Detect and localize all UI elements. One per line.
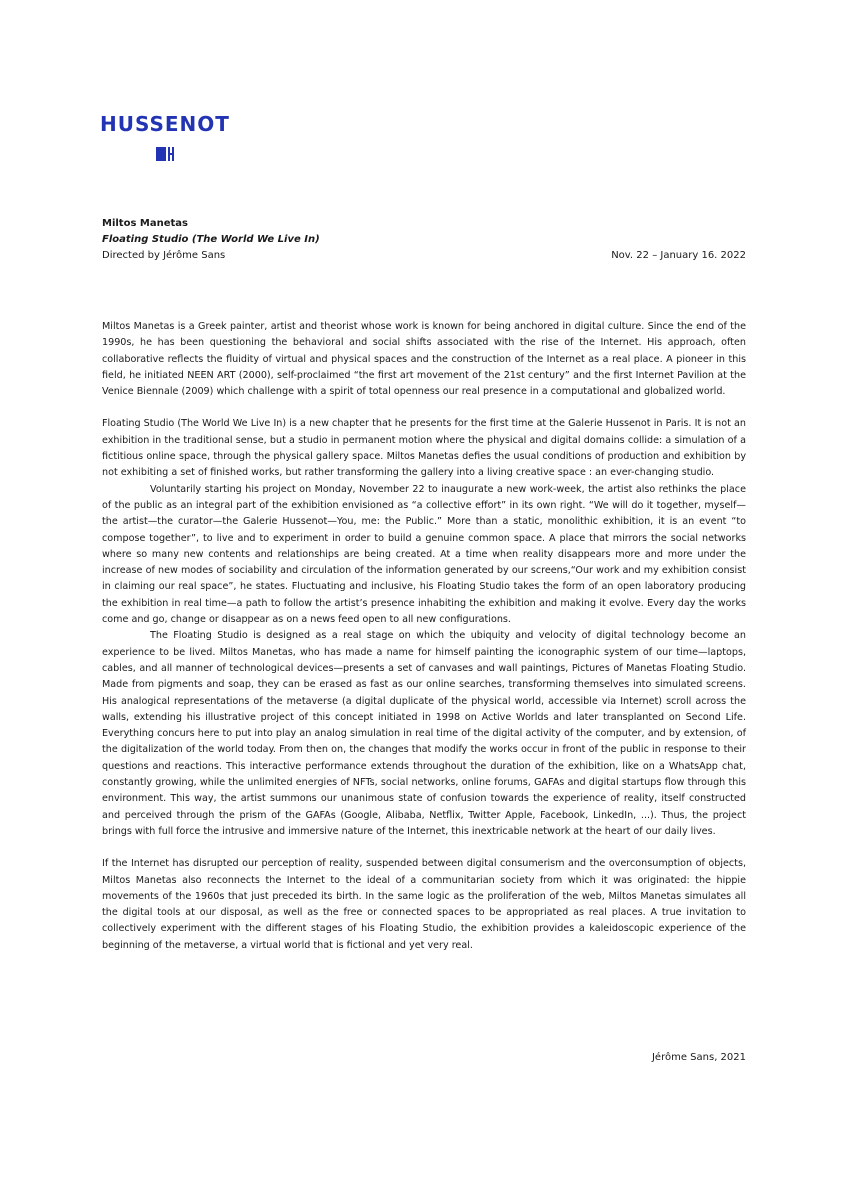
paragraph-real-stage: The Floating Studio is designed as a real stage on which the ubiquity and velocity of digital technology become an experience to be lived. Miltos Manetas, who has made a name for himself painting the iconographic system of our time—laptops, cables, and all manner of technological devices—presents a set of canvases and wall paintings, Pictures of Manetas Floating Studio. Made from pigments and soap, they can be erased as fast as our online searches, transforming themselves into simulated screens. His analogical representations of the metaverse (a digital duplicate of the physical world, accessible via Internet) scroll across the walls, extending his illustrative project of this concept initiated in 1998 on Active Worlds and later transplanted on Second Life. Everything concurs here to put into play an analog simulation in real time of the digital activity of the computer, and by extension, of the digitalization of the world today. From then on, the changes that modify the works occur in front of the public in response to their questions and reactions. This interactive performance extends throughout the duration of the exhibition, like on a WhatsApp chat, constantly growing, while the unlimited energies of NFTs, social networks, online forums, GAFAs and digital startups flow through this environment. This way, the artist summons our unanimous state of confusion towards the experience of reality, itself constructed and perceived through the prism of the GAFAs (Google, Alibaba, Netflix, Twitter Apple, Facebook, LinkedIn, ...). Thus, the project brings with full force the intrusive and immersive nature of the Internet, this inextricable network at the heart of our daily lives. bbox=[102, 630, 746, 837]
press-release-body bbox=[102, 319, 746, 954]
exhibition-header bbox=[102, 216, 746, 264]
paragraph-intro: Miltos Manetas is a Greek painter, artist and theorist whose work is known for being anchored in digital culture. Since the end of the 1990s, he has been questioning the behavioral and social shifts associated with the rise of the Internet. His approach, often collaborative reflects the fluidity of virtual and physical spaces and the construction of the Internet as a real place. A pioneer in this field, he initiated NEEN ART (2000), self-proclaimed “the first art movement of the 21st century” and the first Internet Pavilion at the Venice Biennale (2009) which challenge with a spirit of total openness our real presence in a computational and globalized world. bbox=[102, 321, 746, 398]
paragraph-conclusion: If the Internet has disrupted our perception of reality, suspended between digital consumerism and the overconsumption of objects, Miltos Manetas also reconnects the Internet to the ideal of a communitarian society from which it was originated: the hippie movements of the 1960s that just preceded its birth. In the same logic as the proliferation of the web, Miltos Manetas simulates all the digital tools at our disposal, as well as the free or connected spaces to be appropriated as real places. A true invitation to collectively experiment with the different stages of his Floating Studio, the exhibition provides a kaleidoscopic experience of the beginning of the metaverse, a virtual world that is fictional and yet very real. bbox=[102, 858, 746, 951]
gallery-logo-wordmark: HUSSENOT bbox=[100, 112, 230, 136]
director-credit: Directed by Jérôme Sans bbox=[102, 250, 226, 261]
exhibition-dates: Nov. 22 – January 16. 2022 bbox=[611, 250, 746, 261]
exhibition-title: Floating Studio (The World We Live In) bbox=[102, 234, 320, 245]
signature: Jérôme Sans, 2021 bbox=[651, 1052, 746, 1063]
director-row bbox=[102, 248, 746, 264]
paragraph-floating-studio: Floating Studio (The World We Live In) is a new chapter that he presents for the first time at the Galerie Hussenot in Paris. It is not an exhibition in the traditional sense, but a studio in permanent motion where the physical and digital domains collide: a simulation of a fictitious online space, through the physical gallery space. Miltos Manetas defies the usual conditions of production and exhibition by not exhibiting a set of finished works, but rather transforming the gallery into a living creative space : an ever-changing studio. bbox=[102, 418, 746, 479]
paragraph-collective-effort: Voluntarily starting his project on Monday, November 22 to inaugurate a new work-week, the artist also rethinks the place of the public as an integral part of the exhibition envisioned as “a collective effort” in its own right. “We will do it together, myself—the artist—the curator—the Galerie Hussenot—You, me: the Public.” More than a static, monolithic exhibition, it is an event “to compose together”, to live and to experiment in order to build a genuine common space. A place that mirrors the social networks where so many new contents and relationships are being created. At a time when reality disappears more and more under the increase of new modes of sociability and circulation of the information generated by our screens,“Our work and my exhibition consist in claiming our real space”, he states. Fluctuating and inclusive, his Floating Studio takes the form of an open laboratory producing the exhibition in real time—a path to follow the artist’s presence inhabiting the exhibition and making it evolve. Every day the works come and go, change or disappear as on a news feed open to all new configurations. bbox=[102, 483, 746, 626]
artist-name: Miltos Manetas bbox=[102, 218, 188, 229]
gallery-logo-mark-icon bbox=[156, 147, 174, 161]
